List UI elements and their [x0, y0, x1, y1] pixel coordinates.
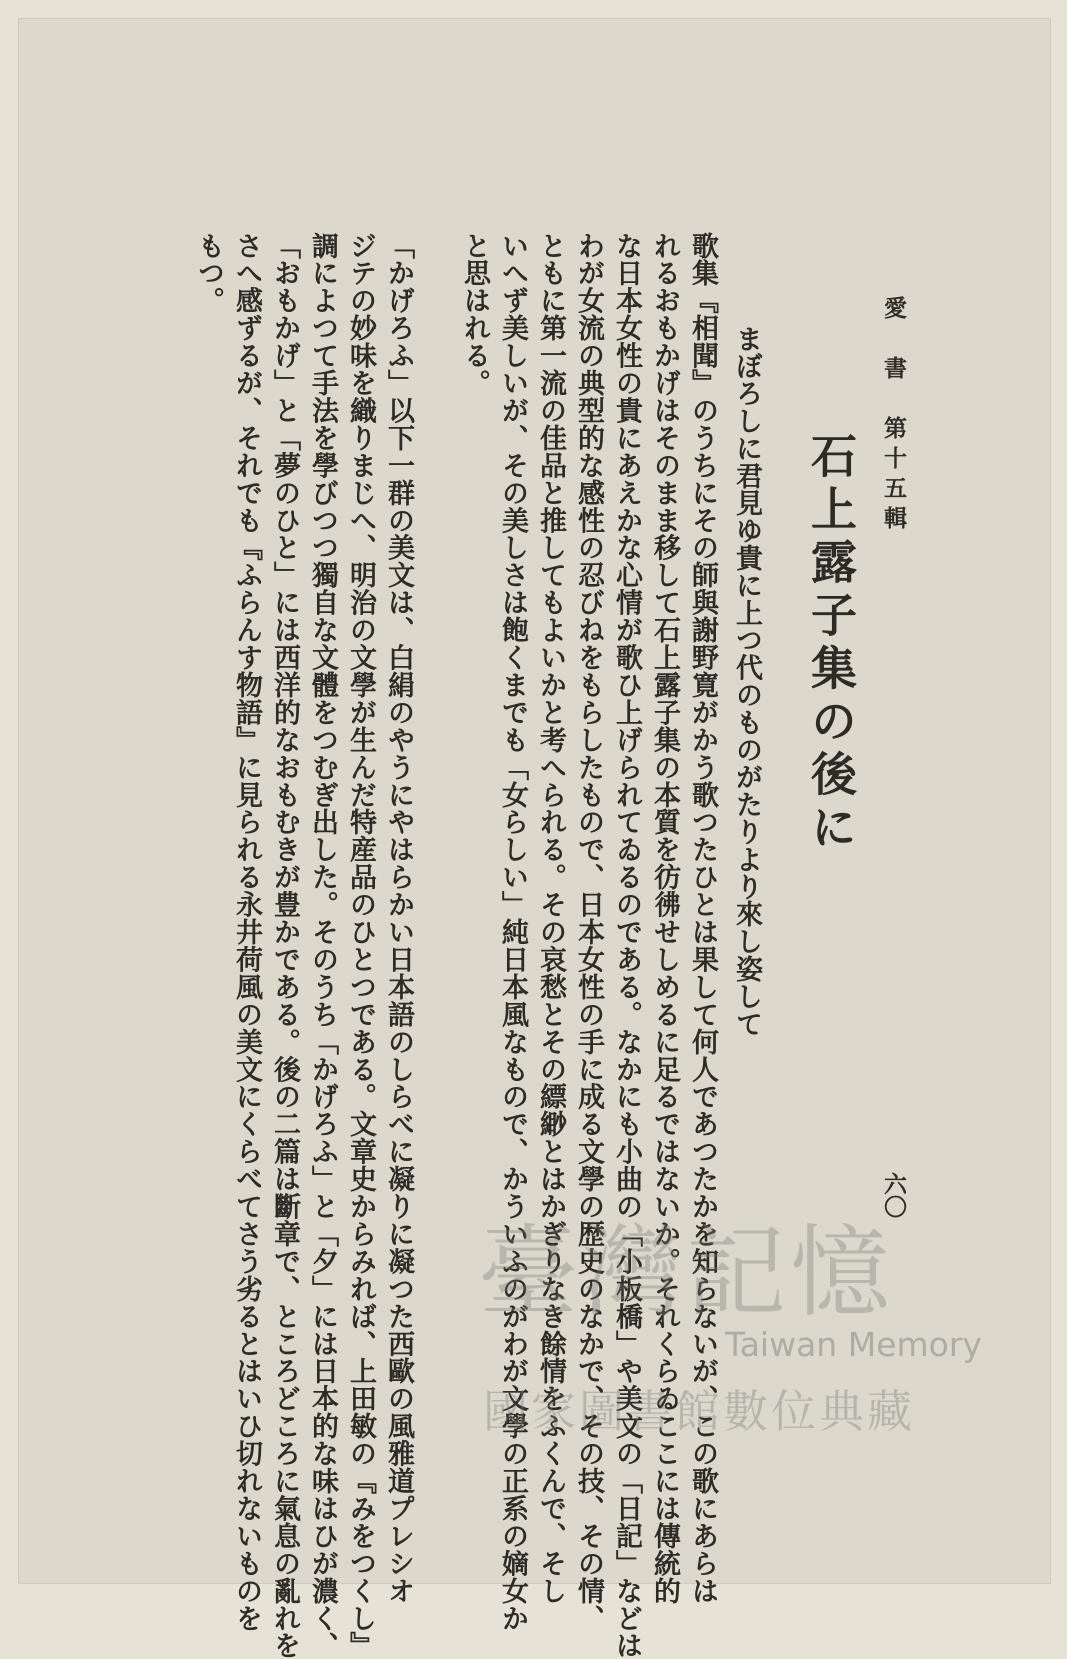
body-line: わが女流の典型的な感性の忍びねをもらしたもので、日本女性の手に成る文學の歴史のなかで、その技、その情、: [573, 232, 604, 1632]
body-line: と思はれる。: [459, 232, 490, 397]
body-line: もつ。: [193, 232, 224, 315]
body-line: 「かげろふ」以下一群の美文は、白絹のやうにやはらかい日本語のしらべに凝りに凝つた西歐の風雅道プレシオ: [383, 232, 414, 1605]
body-line: れるおもかげはそのまま移して石上露子集の本質を彷彿せしめるに足るではないか。それくらゐここには傳統的: [649, 232, 680, 1605]
watermark-english: Taiwan Memory: [725, 1325, 982, 1364]
body-line: ともに第一流の佳品と推してもよいかと考へられる。その哀愁とその縹緲とはかぎりなき餘情をふくんで、そし: [535, 232, 566, 1605]
body-line: な日本女性の貴にあえかな心情が歌ひ上げられてゐるのである。なかにも小曲の「小板橋」や美文の「日記」などは: [611, 232, 642, 1659]
body-line: 「おもかげ」と「夢のひと」には西洋的なおもむきが豊かである。後の二篇は斷章で、ところどころに氣息の亂れを: [269, 232, 300, 1659]
body-line: 歌集『相聞』のうちにその師與謝野寛がかう歌つたひとは果して何人であつたかを知らないが、この歌にあらは: [687, 232, 718, 1605]
watermark-institution: 國家圖書館數位典藏: [483, 1385, 916, 1438]
article-title: 石上露子集の後に: [804, 432, 858, 856]
epigraph-poem: まぼろしに君見ゆ貴に上つ代のものがたりより來し姿して: [731, 325, 762, 1038]
body-line: ジテの妙味を織りまじへ、明治の文學が生んだ特産品のひとつである。文章史からみれば、上田敏の『みをつくし』: [345, 232, 376, 1659]
page-number: 六〇: [880, 1172, 907, 1218]
body-line: いへず美しいが、その美しさは飽くまでも「女らしい」純日本風なもので、かういふのがわが文學の正系の嫡女か: [497, 232, 528, 1632]
body-line: 調によつて手法を學びつつ獨自な文體をつむぎ出した。そのうち「かげろふ」と「夕」には日本的な味はひが濃く、: [307, 232, 338, 1659]
watermark-logo: 臺灣記憶: [478, 1214, 894, 1331]
running-header: 愛 書 第十五輯: [880, 296, 907, 536]
body-line: さへ感ずるが、それでも『ふらんす物語』に見られる永井荷風の美文にくらべてさう劣るとはいひ切れないものを: [231, 232, 262, 1632]
